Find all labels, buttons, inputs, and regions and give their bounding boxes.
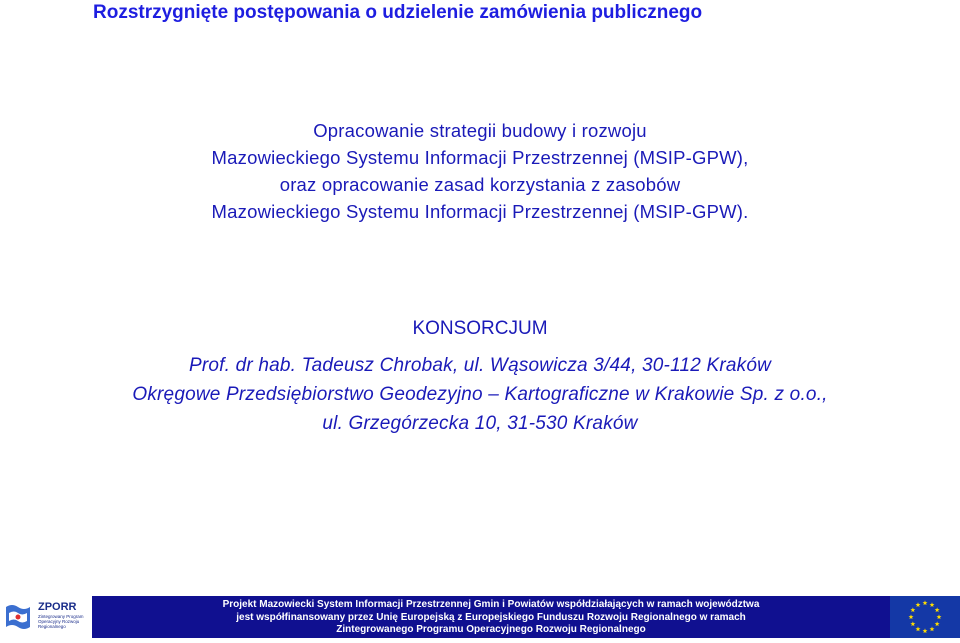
consortium-members bbox=[0, 351, 960, 438]
funding-line: jest współfinansowany przez Unię Europejską z Europejskiego Funduszu Rozwoju Regionalnego w ramach bbox=[236, 611, 746, 623]
eu-star-icon bbox=[916, 627, 921, 632]
eu-flag bbox=[890, 596, 960, 638]
zporr-logo bbox=[0, 592, 92, 638]
eu-star-icon bbox=[930, 602, 935, 607]
logo-subtitle: Zintegrowany Program Operacyjny Rozwoju Regionalnego bbox=[38, 614, 84, 629]
project-description bbox=[0, 117, 960, 225]
eu-star-icon bbox=[935, 607, 940, 612]
eu-star-icon bbox=[910, 621, 915, 626]
footer bbox=[0, 592, 960, 638]
funding-note bbox=[92, 596, 890, 638]
eu-star-icon bbox=[930, 627, 935, 632]
eu-star-icon bbox=[910, 607, 915, 612]
description-line: oraz opracowanie zasad korzystania z zasobów bbox=[279, 174, 681, 195]
description-line: Mazowieckiego Systemu Informacji Przestrzennej (MSIP-GPW), bbox=[211, 147, 749, 168]
funding-line: Projekt Mazowiecki System Informacji Przestrzennej Gmin i Powiatów współdziałających w ramach województwa bbox=[222, 599, 760, 610]
eu-star-icon bbox=[937, 614, 942, 619]
eu-star-icon bbox=[923, 600, 928, 605]
eu-star-icon bbox=[916, 602, 921, 607]
description-line: Mazowieckiego Systemu Informacji Przestrzennej (MSIP-GPW). bbox=[211, 201, 749, 222]
consortium-heading: KONSORCJUM bbox=[412, 318, 548, 339]
eu-stars-icon bbox=[890, 596, 960, 638]
consortium-line: Prof. dr hab. Tadeusz Chrobak, ul. Wąsowicza 3/44, 30-112 Kraków bbox=[188, 355, 772, 376]
eu-star-icon bbox=[923, 628, 928, 633]
zporr-mark-icon bbox=[4, 601, 32, 631]
consortium-line: ul. Grzegórzecka 10, 31-530 Kraków bbox=[322, 413, 638, 434]
logo-title: ZPORR bbox=[38, 601, 77, 613]
funding-line: Zintegrowanego Programu Operacyjnego Rozwoju Regionalnego bbox=[336, 624, 646, 635]
description-line: Opracowanie strategii budowy i rozwoju bbox=[313, 120, 647, 141]
page-title: Rozstrzygnięte postępowania o udzielenie zamówienia publicznego bbox=[93, 2, 703, 23]
eu-star-icon bbox=[935, 621, 940, 626]
consortium-line: Okręgowe Przedsiębiorstwo Geodezyjno – Kartograficzne w Krakowie Sp. z o.o., bbox=[132, 384, 828, 405]
eu-star-icon bbox=[909, 614, 914, 619]
